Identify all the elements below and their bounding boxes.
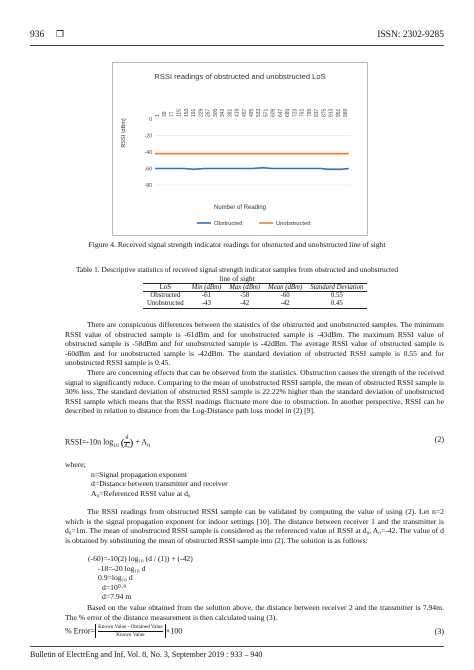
box-icon: ❐ xyxy=(56,30,65,40)
table-cell: Unobstructed xyxy=(143,300,188,308)
eq2-rhs-sub: 0 xyxy=(147,442,150,449)
footer-citation: Bulletin of ElectrEng and Inf, Vol. 8, No. 3, September 2019 : 933 – 940 xyxy=(30,650,263,659)
x-tick-label: 799 xyxy=(306,108,313,117)
x-tick-label: 153 xyxy=(183,108,190,117)
eq2-rhs: + A xyxy=(135,437,148,447)
figure-caption: Figure 4. Received signal strength indicator readings for obstructed and unobstructed line of sight xyxy=(88,240,386,249)
legend-label: Obstructed xyxy=(214,221,243,227)
x-tick-label: 381 xyxy=(227,108,234,117)
y-tick-label: -60 xyxy=(144,166,152,173)
x-tick-label: 951 xyxy=(335,108,342,117)
x-tick-label: 609 xyxy=(270,108,277,117)
legend-label: Unobstructed xyxy=(276,221,311,227)
x-tick-label: 647 xyxy=(277,108,284,117)
table-row xyxy=(143,292,367,300)
where-item: n=Signal propagation exponent xyxy=(91,469,187,479)
table-header: Mean (dBm) xyxy=(264,284,306,292)
paragraph-stats-comparison: There are conspicuous differences between the statistics of the obstructed and unobstructed samples. The minimum RSSI value of obstructed sample is -61dBm and for unobstructed sample is -43dBm. The maximum RSSI value of obstructed sample is -58dBm and for unobstructed sample is -42dBm. The average RSSI value of obstructed sample is -60dBm and for unobstructed sample is -42dBm. The standard deviation of obstructed RSSI sample is 0.55 and for unobstructed RSSI sample is 0.45. xyxy=(65,320,444,367)
x-tick-label: 875 xyxy=(321,108,328,117)
y-axis-label: RSSI (dBm) xyxy=(121,118,127,148)
issn: ISSN: 2302-9285 xyxy=(377,30,444,40)
paragraph-distance-result: Based on the value obtained from the solution above, the distance between receiver 2 and the transmitter is 7.94m. The % error of the distance measurement is then calculated using (3). xyxy=(65,603,444,622)
solution-block xyxy=(88,554,348,602)
x-tick-label: 343 xyxy=(220,108,227,117)
where-block xyxy=(65,460,365,498)
x-tick-label: 533 xyxy=(256,108,263,117)
table-header: Standard Deviation xyxy=(306,284,367,292)
x-tick-label: 913 xyxy=(328,108,335,117)
rssi-chart xyxy=(113,63,367,235)
where-item: A₀=Referenced RSSI value at d₀ xyxy=(91,488,191,498)
stats-table xyxy=(143,283,367,309)
page-number: 936 xyxy=(30,30,45,40)
eq3-denominator: Known Value xyxy=(116,631,145,638)
x-tick-label: 267 xyxy=(205,108,212,117)
table-cell: 0.45 xyxy=(306,300,367,308)
x-tick-label: 191 xyxy=(191,108,198,117)
x-tick-label: 761 xyxy=(299,108,306,117)
eq3-rhs: ×100 xyxy=(165,626,183,636)
x-tick-label: 229 xyxy=(198,108,205,117)
eq2-number: (2) xyxy=(434,435,444,444)
table-caption xyxy=(30,265,444,284)
where-label: where; xyxy=(65,460,86,469)
footer-rule xyxy=(30,646,444,647)
y-tick-label: 0 xyxy=(149,117,152,123)
x-tick-label: 495 xyxy=(249,108,255,117)
solution-line: -18=-20 log₁₀ d xyxy=(98,563,146,573)
eq3-number: (3) xyxy=(434,627,444,636)
table-caption-line2: line of sight xyxy=(219,274,255,284)
solution-line: (-60)=-10(2) log₁₀ (d / (1)) + (-42) xyxy=(88,554,193,563)
solution-line: d=7.94 m xyxy=(102,592,132,601)
x-tick-label: 39 xyxy=(162,111,169,117)
table-header: Min (dBm) xyxy=(188,284,226,292)
table-cell: -42 xyxy=(264,300,306,308)
table-cell: -61 xyxy=(201,292,211,299)
table-cell: Obstructed xyxy=(150,292,181,299)
table-cell: -43 xyxy=(188,300,226,308)
eq2-log-base: 10 xyxy=(113,442,119,449)
table-cell: -42 xyxy=(225,300,264,308)
y-tick-label: -40 xyxy=(144,150,152,156)
x-tick-label: 571 xyxy=(263,108,270,117)
table-cell: -60 xyxy=(280,292,290,299)
table-header: LoS xyxy=(143,284,188,292)
x-tick-label: 837 xyxy=(314,108,321,117)
eq2-denominator: d₀ xyxy=(124,443,130,449)
eq2-lhs: RSSI=-10n log xyxy=(65,437,114,447)
table-row xyxy=(143,300,367,308)
paragraph-validation: The RSSI readings from obstructed RSSI sample can be validated by computing the value of using (2). Let n=2 which is the signal propagation exponent for indoor settings [10]. The distance between receiver 1 and the transmitter is d₀=1m. The mean of unobstructed RSSI sample is considered as the referenced value of RSSI at d₀, A₀=-42. The value of d is obtained by substituting the mean of obstructed RSSI sample into (2). The solution is as follows: xyxy=(65,507,444,545)
x-axis-label: Number of Reading xyxy=(213,205,267,211)
x-tick-label: 457 xyxy=(241,108,248,117)
header-rule xyxy=(30,45,444,46)
y-tick-label: -20 xyxy=(144,133,152,140)
x-tick-label: 989 xyxy=(343,108,349,117)
equation-3 xyxy=(65,624,444,642)
eq2-numerator: d xyxy=(125,435,129,441)
x-tick-label: 723 xyxy=(292,108,299,117)
solution-line: d=10⁰·⁹ xyxy=(102,582,127,592)
table-header-row xyxy=(143,284,367,292)
x-tick-label: 419 xyxy=(234,108,241,117)
table-header: Max (dBm) xyxy=(225,284,264,292)
solution-line: 0.9=log₁₀ d xyxy=(98,573,133,582)
x-tick-label: 305 xyxy=(212,108,219,117)
paragraph-obstruction-effects: There are concerning effects that can be observed from the statistics. Obstruction causes the strength of the received signal to significantly reduce. Comparing to the mean of unobstructed RSSI sample, the mean of obstructed RSSI sample is 30% less. The standard deviation of obstructed RSSI sample is 22.22% higher than the standard deviation of unobstructed RSSI sample which means that the RSSI readings fluctuate more due to obstruction. In another perspective, RSSI can be described in relation to distance from the Log-Distance path loss model in (2) [9]. xyxy=(65,368,444,415)
where-item: d=Distance between transmitter and receiver xyxy=(91,479,228,488)
table-caption-line1: Table 1. Descriptive statistics of received signal strength indicator samples from obstructed and unobstructed xyxy=(75,265,399,274)
x-tick-label: 1 xyxy=(155,114,161,117)
x-tick-label: 115 xyxy=(176,109,183,117)
table-cell: -58 xyxy=(240,292,250,299)
equation-2: RSSI=-10n $\log_{10}$ ( $\frac{d}{\text{d₀}}$ ) + $A_0$ (2) xyxy=(65,435,444,449)
series-line-obstructed xyxy=(155,168,349,170)
chart-title: RSSI readings of obstructed and unobstructed LoS xyxy=(154,72,326,81)
x-tick-label: 77 xyxy=(169,111,176,117)
eq3-lhs: % Error= xyxy=(65,626,96,636)
y-tick-label: -80 xyxy=(144,183,152,189)
eq3-numerator: Known Value - Obtained Value xyxy=(98,624,163,630)
figure-4-chart xyxy=(112,62,368,236)
x-tick-label: 685 xyxy=(285,108,292,117)
table-cell: 0.55 xyxy=(330,292,343,299)
